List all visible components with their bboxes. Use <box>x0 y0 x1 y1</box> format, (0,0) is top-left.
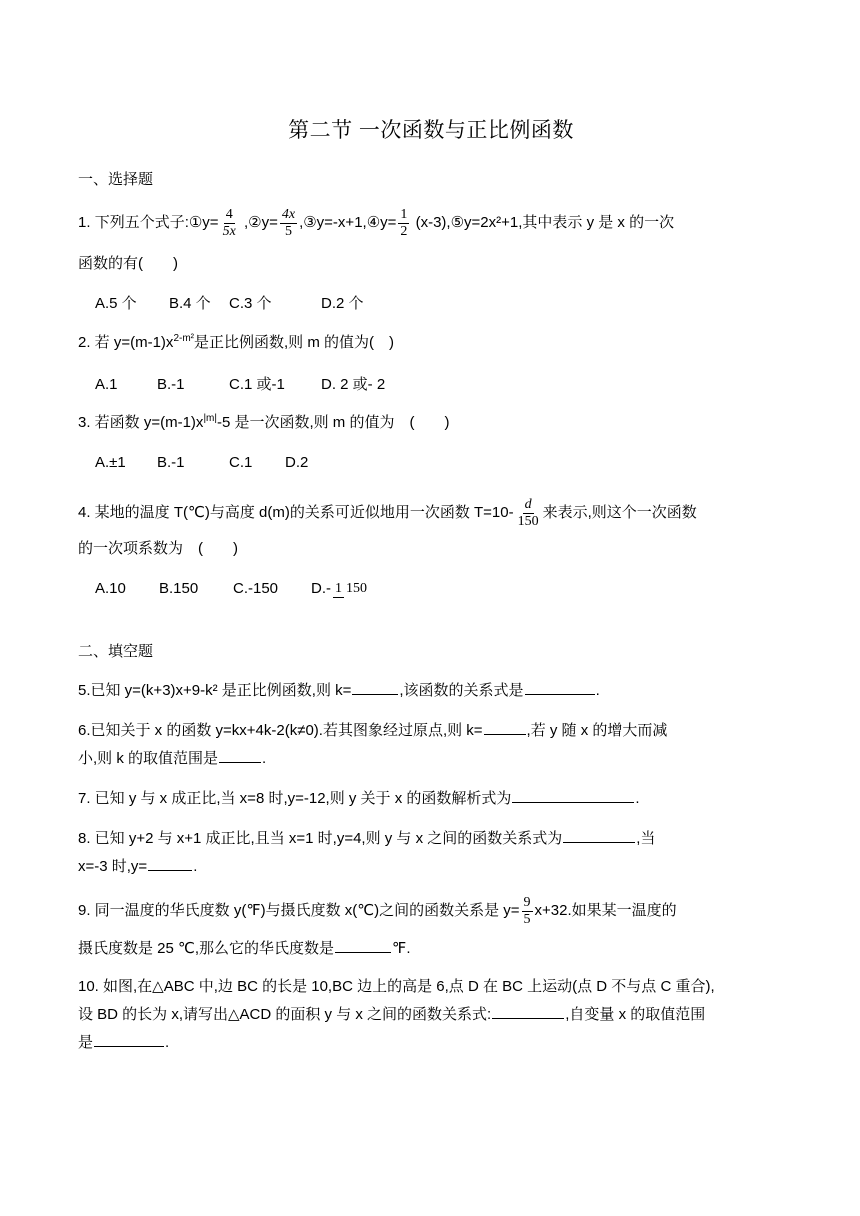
q1-fraction-1: $\frac{4}{5x}$ <box>222 206 236 239</box>
q9-line-2-end: ℉. <box>392 940 411 957</box>
q9-line-2 <box>78 932 784 966</box>
q2-option-c: C.1 或-1 <box>229 376 285 393</box>
q3-option-d: D.2 <box>285 454 309 471</box>
section-heading-fill: 二、填空题 <box>78 643 154 660</box>
q5-text-b: ,该函数的关系式是 <box>399 682 524 699</box>
question-9 <box>78 894 784 928</box>
q4-option-a: A.10 <box>95 580 126 597</box>
question-3 <box>78 406 784 440</box>
q8-text-a: 8. 已知 y+2 与 x+1 成正比,且当 x=1 时,y=4,则 y 与 x 之间的函数关系式为 <box>78 830 563 847</box>
q1-number: 1. <box>78 214 91 231</box>
q8-blank-expression[interactable] <box>563 824 635 843</box>
q10-line-3-end: . <box>165 1034 170 1051</box>
question-7 <box>78 782 784 816</box>
q10-line-3 <box>78 1026 784 1060</box>
question-4 <box>78 496 784 530</box>
q2-option-b: B.-1 <box>157 376 185 393</box>
q6-text-b: ,若 y 随 x 的增大而减 <box>526 722 668 739</box>
q4-option-d-fraction: 1 150 <box>335 580 367 596</box>
q1-fraction-3: $\frac{1}{2}$ <box>400 206 408 239</box>
q9-line-2-text: 摄氏度数是 25 ℃,那么它的华氏度数是 <box>78 940 335 957</box>
q6-blank-k[interactable] <box>484 716 526 735</box>
q1-text-b: ,②y= <box>243 214 278 231</box>
q7-text-b: . <box>635 790 640 807</box>
q8-line-2-end: . <box>193 858 198 875</box>
q2-text-b: 是正比例函数,则 m 的值为( ) <box>194 334 394 351</box>
q4-option-c: C.-150 <box>233 580 279 597</box>
q10-line-2-text: 设 BD 的长为 x,请写出△ACD 的面积 y 与 x 之间的函数关系式: <box>78 1006 492 1023</box>
q5-text-a: 5.已知 y=(k+3)x+9-k² 是正比例函数,则 k= <box>78 682 352 699</box>
q2-option-a: A.1 <box>95 376 118 393</box>
q1-line-2: 函数的有( ) <box>78 255 178 272</box>
q2-options <box>95 373 385 394</box>
q1-text-c: ,③y=-x+1,④y= <box>299 214 397 231</box>
q8-text-b: ,当 <box>636 830 656 847</box>
q2-text-a: 2. 若 y=(m-1)x <box>78 334 174 351</box>
q3-option-c: C.1 <box>229 454 253 471</box>
q1-option-d: D.2 个 <box>321 295 364 312</box>
q8-line-2 <box>78 850 784 884</box>
q6-line-2-text: 小,则 k 的取值范围是 <box>78 750 219 767</box>
q3-options <box>95 454 308 471</box>
q6-blank-range[interactable] <box>219 744 261 763</box>
q2-exponent: 2-m² <box>173 333 194 344</box>
q4-options <box>95 580 371 598</box>
q4-text-b: 来表示,则这个一次函数 <box>542 504 697 521</box>
q6-line-2 <box>78 742 784 776</box>
q1-option-b: B.4 个 <box>169 295 211 312</box>
q10-line-2-end: ,自变量 x 的取值范围 <box>565 1006 706 1023</box>
question-1 <box>78 206 784 240</box>
q1-fraction-2: $\frac{4x}{5}$ <box>281 206 296 239</box>
q7-text-a: 7. 已知 y 与 x 成正比,当 x=8 时,y=-12,则 y 关于 x 的函数解析式为 <box>78 790 512 807</box>
question-5 <box>78 674 784 708</box>
page-title: 第二节 一次函数与正比例函数 <box>288 119 574 142</box>
question-2 <box>78 326 784 360</box>
q6-line-2-end: . <box>262 750 267 767</box>
q3-text-a: 3. 若函数 y=(m-1)x <box>78 414 204 431</box>
q5-text-c: . <box>595 682 600 699</box>
q10-blank-expression[interactable] <box>492 1000 564 1019</box>
q1-option-c: C.3 个 <box>229 295 272 312</box>
q10-line-3-text: 是 <box>78 1034 94 1051</box>
q1-text-d: (x-3),⑤y=2x²+1,其中表示 y 是 x 的一次 <box>415 214 675 231</box>
q5-blank-k[interactable] <box>352 676 398 695</box>
q8-line-2-text: x=-3 时,y= <box>78 858 148 875</box>
q9-text-a: 9. 同一温度的华氏度数 y(℉)与摄氏度数 x(℃)之间的函数关系是 y= <box>78 902 520 919</box>
q3-option-a: A.±1 <box>95 454 126 471</box>
q3-text-b: -5 是一次函数,则 m 的值为 ( ) <box>216 414 450 431</box>
q4-option-b: B.150 <box>159 580 199 597</box>
q4-option-d: D.- 1 150 <box>311 580 367 597</box>
q4-line-2: 的一次项系数为 ( ) <box>78 540 238 557</box>
q4-text-a: 4. 某地的温度 T(℃)与高度 d(m)的关系可近似地用一次函数 T=10- <box>78 504 514 521</box>
q1-option-a: A.5 个 <box>95 295 137 312</box>
q10-blank-range[interactable] <box>94 1028 164 1047</box>
q5-blank-expression[interactable] <box>525 676 595 695</box>
question-10: 10. 如图,在△ABC 中,边 BC 的长是 10,BC 边上的高是 6,点 D 在 BC 上运动(点 D 不与点 C 重合), <box>78 978 715 995</box>
q3-option-b: B.-1 <box>157 454 185 471</box>
q8-blank-y[interactable] <box>148 852 192 871</box>
q4-fraction: $\frac{d}{150}$ <box>517 496 539 529</box>
q7-blank[interactable] <box>512 784 634 803</box>
q9-fraction: $\frac{9}{5}$ <box>523 894 531 927</box>
q1-options <box>95 292 364 313</box>
q9-blank[interactable] <box>335 934 391 953</box>
section-heading-choice: 一、选择题 <box>78 171 154 188</box>
q2-option-d: D. 2 或- 2 <box>321 376 386 393</box>
q3-exponent: |m| <box>203 413 217 424</box>
q9-text-b: x+32.如果某一温度的 <box>534 902 677 919</box>
q6-text-a: 6.已知关于 x 的函数 y=kx+4k-2(k≠0).若其图象经过原点,则 k= <box>78 722 483 739</box>
q1-text-a: 下列五个式子:①y= <box>94 214 219 231</box>
